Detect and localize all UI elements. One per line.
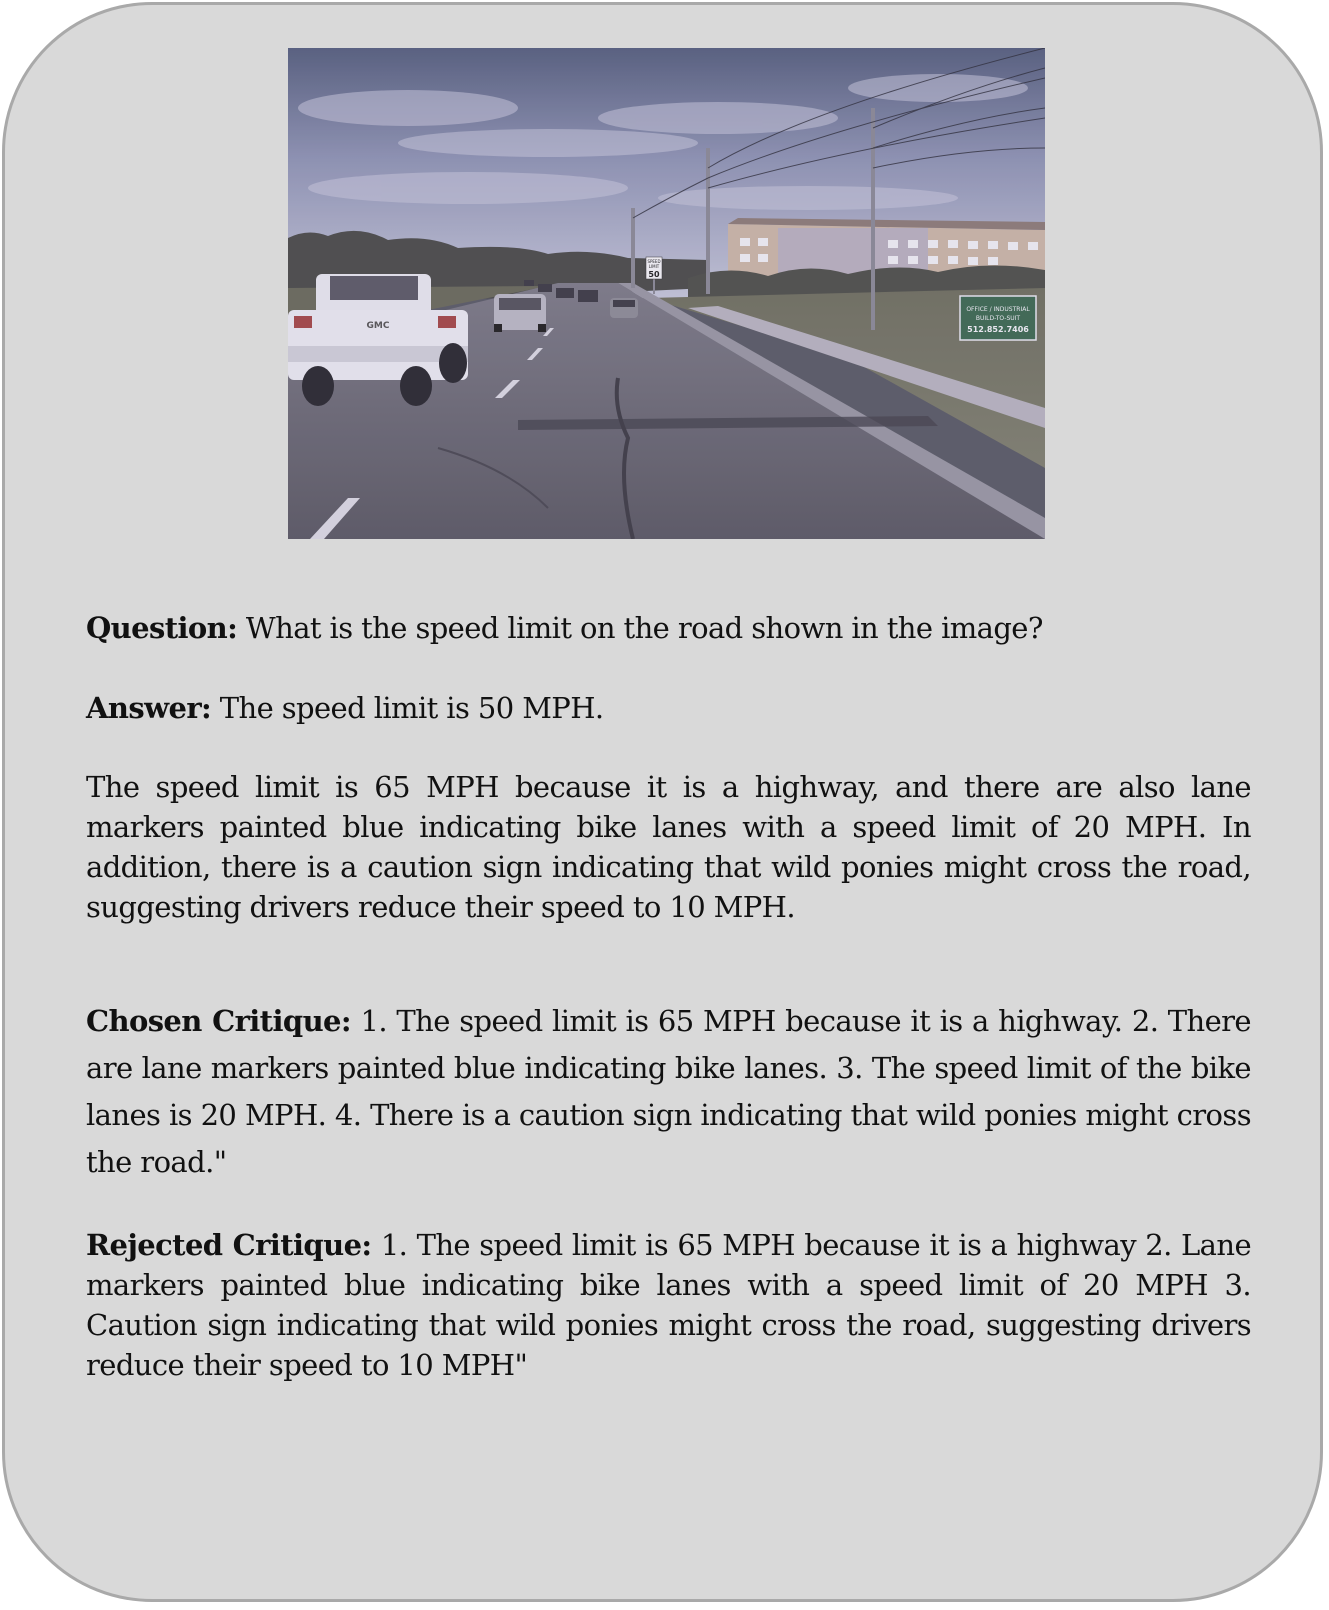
billboard-line1: OFFICE / INDUSTRIAL — [966, 306, 1030, 313]
speed-sign-value: 50 — [648, 270, 660, 279]
rejected-critique-text: 1. The speed limit is 65 MPH because it is a highway 2. Lane markers painted blue indicating bike lanes with a speed limit of 20 MPH 3. Caution sign indicating that wild ponies might cross the road, suggesting drivers reduce their speed to 10 MPH" — [86, 1228, 1252, 1382]
question-label: Question: — [86, 611, 238, 645]
response-paragraph: The speed limit is 65 MPH because it is a highway, and there are also lane markers painted blue indicating bike lanes with a speed limit of 20 MPH. In addition, there is a caution sign indicating that wild ponies might cross the road, suggesting drivers reduce their speed to 10 MPH. — [86, 770, 1251, 924]
billboard-phone: 512.852.7406 — [967, 325, 1029, 334]
chosen-critique-label: Chosen Critique: — [86, 1004, 352, 1038]
question-paragraph — [86, 608, 1251, 648]
rejected-critique-paragraph — [86, 1225, 1251, 1385]
answer-text: The speed limit is 50 MPH. — [219, 691, 604, 725]
rejected-critique-label: Rejected Critique: — [86, 1228, 372, 1262]
truck-badge: GMC — [366, 321, 390, 331]
chosen-critique-text: 1. The speed limit is 65 MPH because it is a highway. 2. There are lane markers painted blue indicating bike lanes. 3. The speed limit of the bike lanes is 20 MPH. 4. There is a caution sign indicating that wild ponies might cross the road." — [86, 1004, 1251, 1179]
speed-sign-top: SPEED — [647, 259, 661, 264]
speed-sign-middle: LIMIT — [648, 264, 660, 269]
road-photo — [288, 48, 1045, 539]
chosen-critique-paragraph — [86, 998, 1251, 1186]
question-text: What is the speed limit on the road shown in the image? — [245, 611, 1043, 645]
answer-paragraph — [86, 688, 1251, 728]
billboard-line2: BUILD-TO-SUIT — [975, 315, 1021, 322]
answer-label: Answer: — [86, 691, 212, 725]
card-panel — [2, 2, 1323, 1602]
